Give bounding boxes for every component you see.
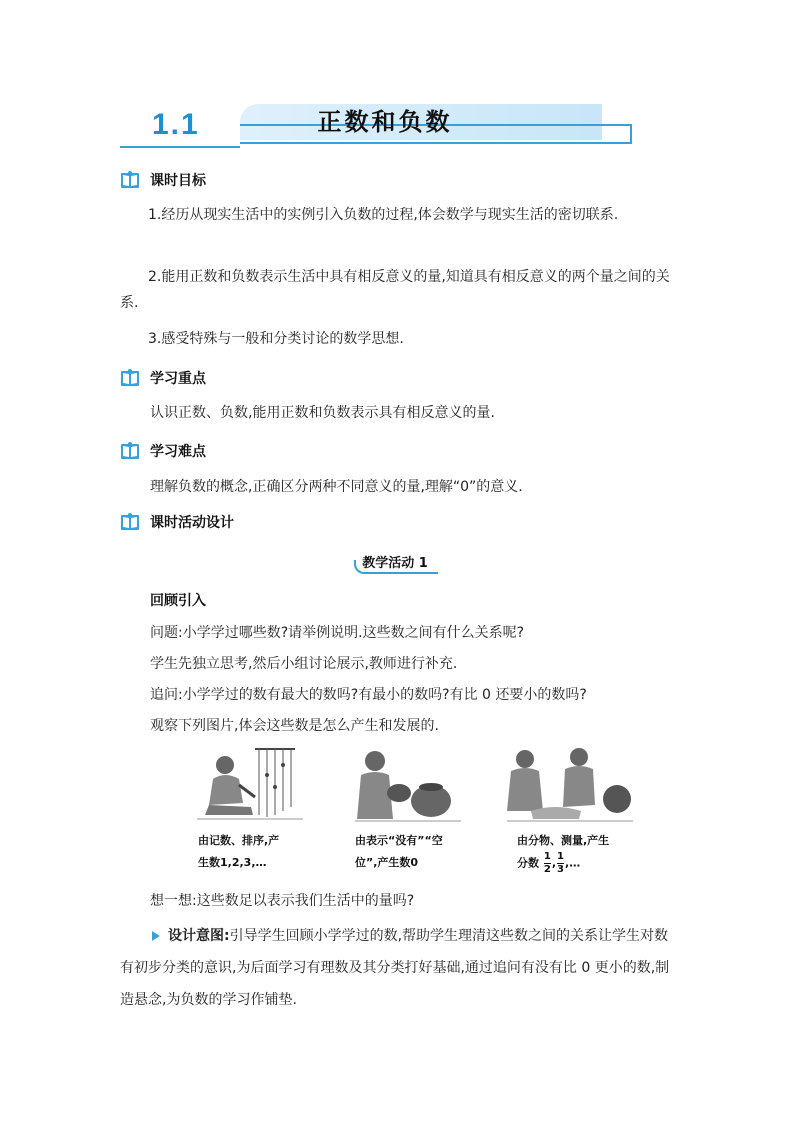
- figure-3-caption: [517, 830, 637, 875]
- figure-fraction-illustration: [505, 745, 605, 825]
- key-points-text: 认识正数、负数,能用正数和负数表示具有相反意义的量.: [150, 405, 495, 421]
- header-underline: [120, 146, 240, 148]
- fraction-one-half: [544, 852, 551, 875]
- goal-item-2: 2.能用正数和负数表示生活中具有相反意义的量,知道具有相反意义的两个量之间的关系.: [120, 269, 670, 311]
- caption-line: 位”,产生数0: [355, 856, 419, 869]
- fraction-denominator: 3: [557, 864, 565, 875]
- fraction-numerator: 1: [557, 851, 565, 862]
- activity-label: 教学活动 1: [362, 556, 428, 571]
- activity-line-2: 学生先独立思考,然后小组讨论展示,教师进行补充.: [150, 656, 458, 672]
- caption-line: 由表示“没有”“空: [355, 834, 443, 847]
- section-title: 学习重点: [150, 371, 206, 387]
- section-number: 1.1: [152, 108, 200, 141]
- figure-2-caption: [355, 830, 475, 874]
- activity-subtitle: 回顾引入: [150, 593, 206, 609]
- activity-line-3: 追问:小学学过的数有最大的数吗?有最小的数吗?有比 0 还要小的数吗?: [150, 687, 587, 703]
- design-intent-label: 设计意图:: [168, 928, 230, 944]
- page-title: 正数和负数: [317, 107, 453, 136]
- caption-line: 生数1,2,3,…: [198, 856, 267, 869]
- activity-line-1: 问题:小学学过哪些数?请举例说明.这些数之间有什么关系呢?: [150, 625, 525, 641]
- book-icon: [120, 441, 140, 461]
- figure-counting-illustration: [195, 745, 295, 825]
- difficulties-text: 理解负数的概念,正确区分两种不同意义的量,理解“0”的意义.: [150, 479, 523, 495]
- section-title: 课时活动设计: [150, 515, 234, 531]
- figure-zero-illustration: [353, 745, 453, 825]
- fraction-numerator: 1: [543, 851, 551, 862]
- section-title: 课时目标: [150, 173, 206, 189]
- section-title: 学习难点: [150, 444, 206, 460]
- book-icon: [120, 170, 140, 190]
- caption-line: [517, 852, 637, 875]
- goal-item-1: 1.经历从现实生活中的实例引入负数的过程,体会数学与现实生活的密切联系.: [148, 207, 619, 223]
- design-intent-text: 引导学生回顾小学学过的数,帮助学生理清这些数之间的关系让学生对数有初步分类的意识,为后面学习有理数及其分类打好基础,通过追问有没有比 0 更小的数,制造悬念,为负数的学习作铺垫.: [120, 928, 670, 1008]
- book-icon: [120, 368, 140, 388]
- fraction-separator: ,: [551, 856, 557, 870]
- caption-line: 由记数、排序,产: [198, 834, 280, 847]
- triangle-bullet-icon: [152, 931, 160, 941]
- section-activity-design-header: [120, 512, 234, 532]
- figure-1-caption: [198, 830, 318, 874]
- section-difficulties-header: [120, 441, 206, 461]
- caption-line: 由分物、测量,产生: [517, 834, 610, 847]
- caption-prefix: 分数: [517, 856, 539, 870]
- goal-item-3: 3.感受特殊与一般和分类讨论的数学思想.: [148, 331, 404, 347]
- fraction-denominator: 2: [543, 864, 551, 875]
- activity-line-4: 观察下列图片,体会这些数是怎么产生和发展的.: [150, 718, 439, 734]
- design-intent-paragraph: [120, 920, 680, 1016]
- think-prompt: 想一想:这些数足以表示我们生活中的量吗?: [150, 893, 415, 909]
- caption-suffix: ,…: [565, 856, 581, 870]
- book-icon: [120, 512, 140, 532]
- section-key-points-header: [120, 368, 206, 388]
- section-goals-header: [120, 170, 206, 190]
- fraction-one-third: [557, 852, 564, 875]
